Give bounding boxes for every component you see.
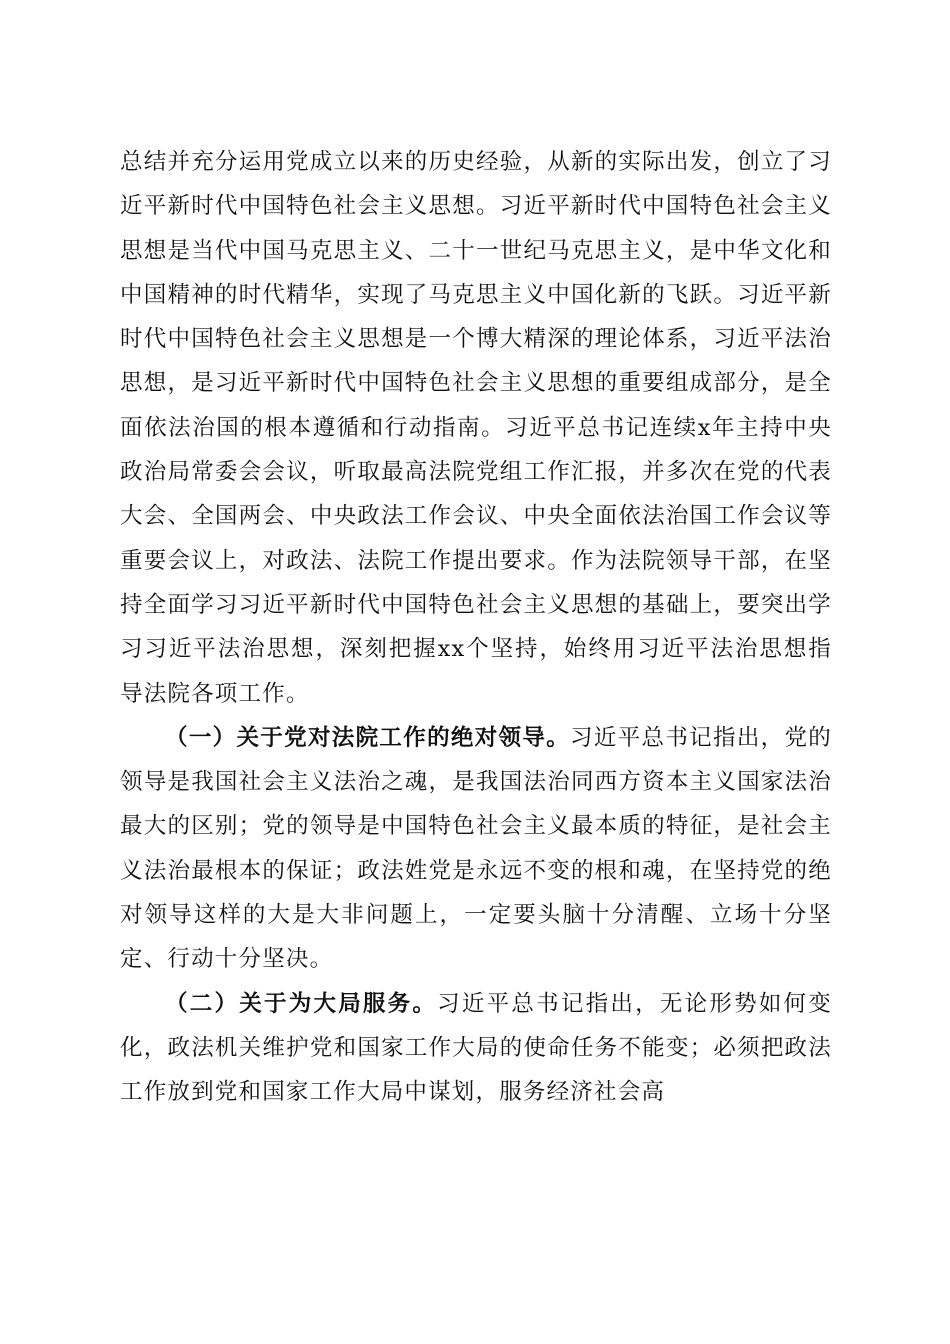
paragraph-text: 总结并充分运用党成立以来的历史经验，从新的实际出发，创立了习近平新时代中国特色社会主义思想。习近平新时代中国特色社会主义思想是当代中国马克思主义、二十一世纪马克思主义，是中华文化和中国精神的时代精华，实现了马克思主义中国化新的飞跃。习近平新时代中国特色社会主义思想是一个博大精深的理论体系，习近平法治思想，是习近平新时代中国特色社会主义思想的重要组成部分，是全面依法治国的根本遵循和行动指南。习近平总书记连续x年主持中央政治局常委会会议，听取最高法院党组工作汇报，并多次在党的代表大会、全国两会、中央政法工作会议、中央全面依法治国工作会议等重要会议上，对政法、法院工作提出要求。作为法院领导干部，在坚持全面学习习近平新时代中国特色社会主义思想的基础上，要突出学习习近平法治思想，深刻把握xx个坚持，始终用习近平法治思想指导法院各项工作。 (120, 149, 832, 707)
paragraph-continuation (120, 140, 832, 716)
paragraph-text: 习近平总书记指出，党的领导是我国社会主义法治之魂，是我国法治同西方资本主义国家法治最大的区别；党的领导是中国特色社会主义最本质的特征，是社会主义法治最根本的保证；政法姓党是永远不变的根和魂，在坚持党的绝对领导这样的大是大非问题上，一定要头脑十分清醒、立场十分坚定、行动十分坚决。 (120, 724, 833, 973)
section-heading: （二）关于为大局服务。 (165, 990, 438, 1017)
paragraph-text: 习近平总书记指出，无论形势如何变化，政法机关维护党和国家工作大局的使命任务不能变；必须把政法工作放到党和国家工作大局中谋划，服务经济社会高 (120, 990, 833, 1106)
section-heading: （一）关于党对法院工作的绝对领导。 (165, 724, 571, 751)
paragraph-party-leadership (120, 716, 832, 982)
paragraph-serve-overall (120, 982, 832, 1115)
document-body (120, 140, 832, 1115)
